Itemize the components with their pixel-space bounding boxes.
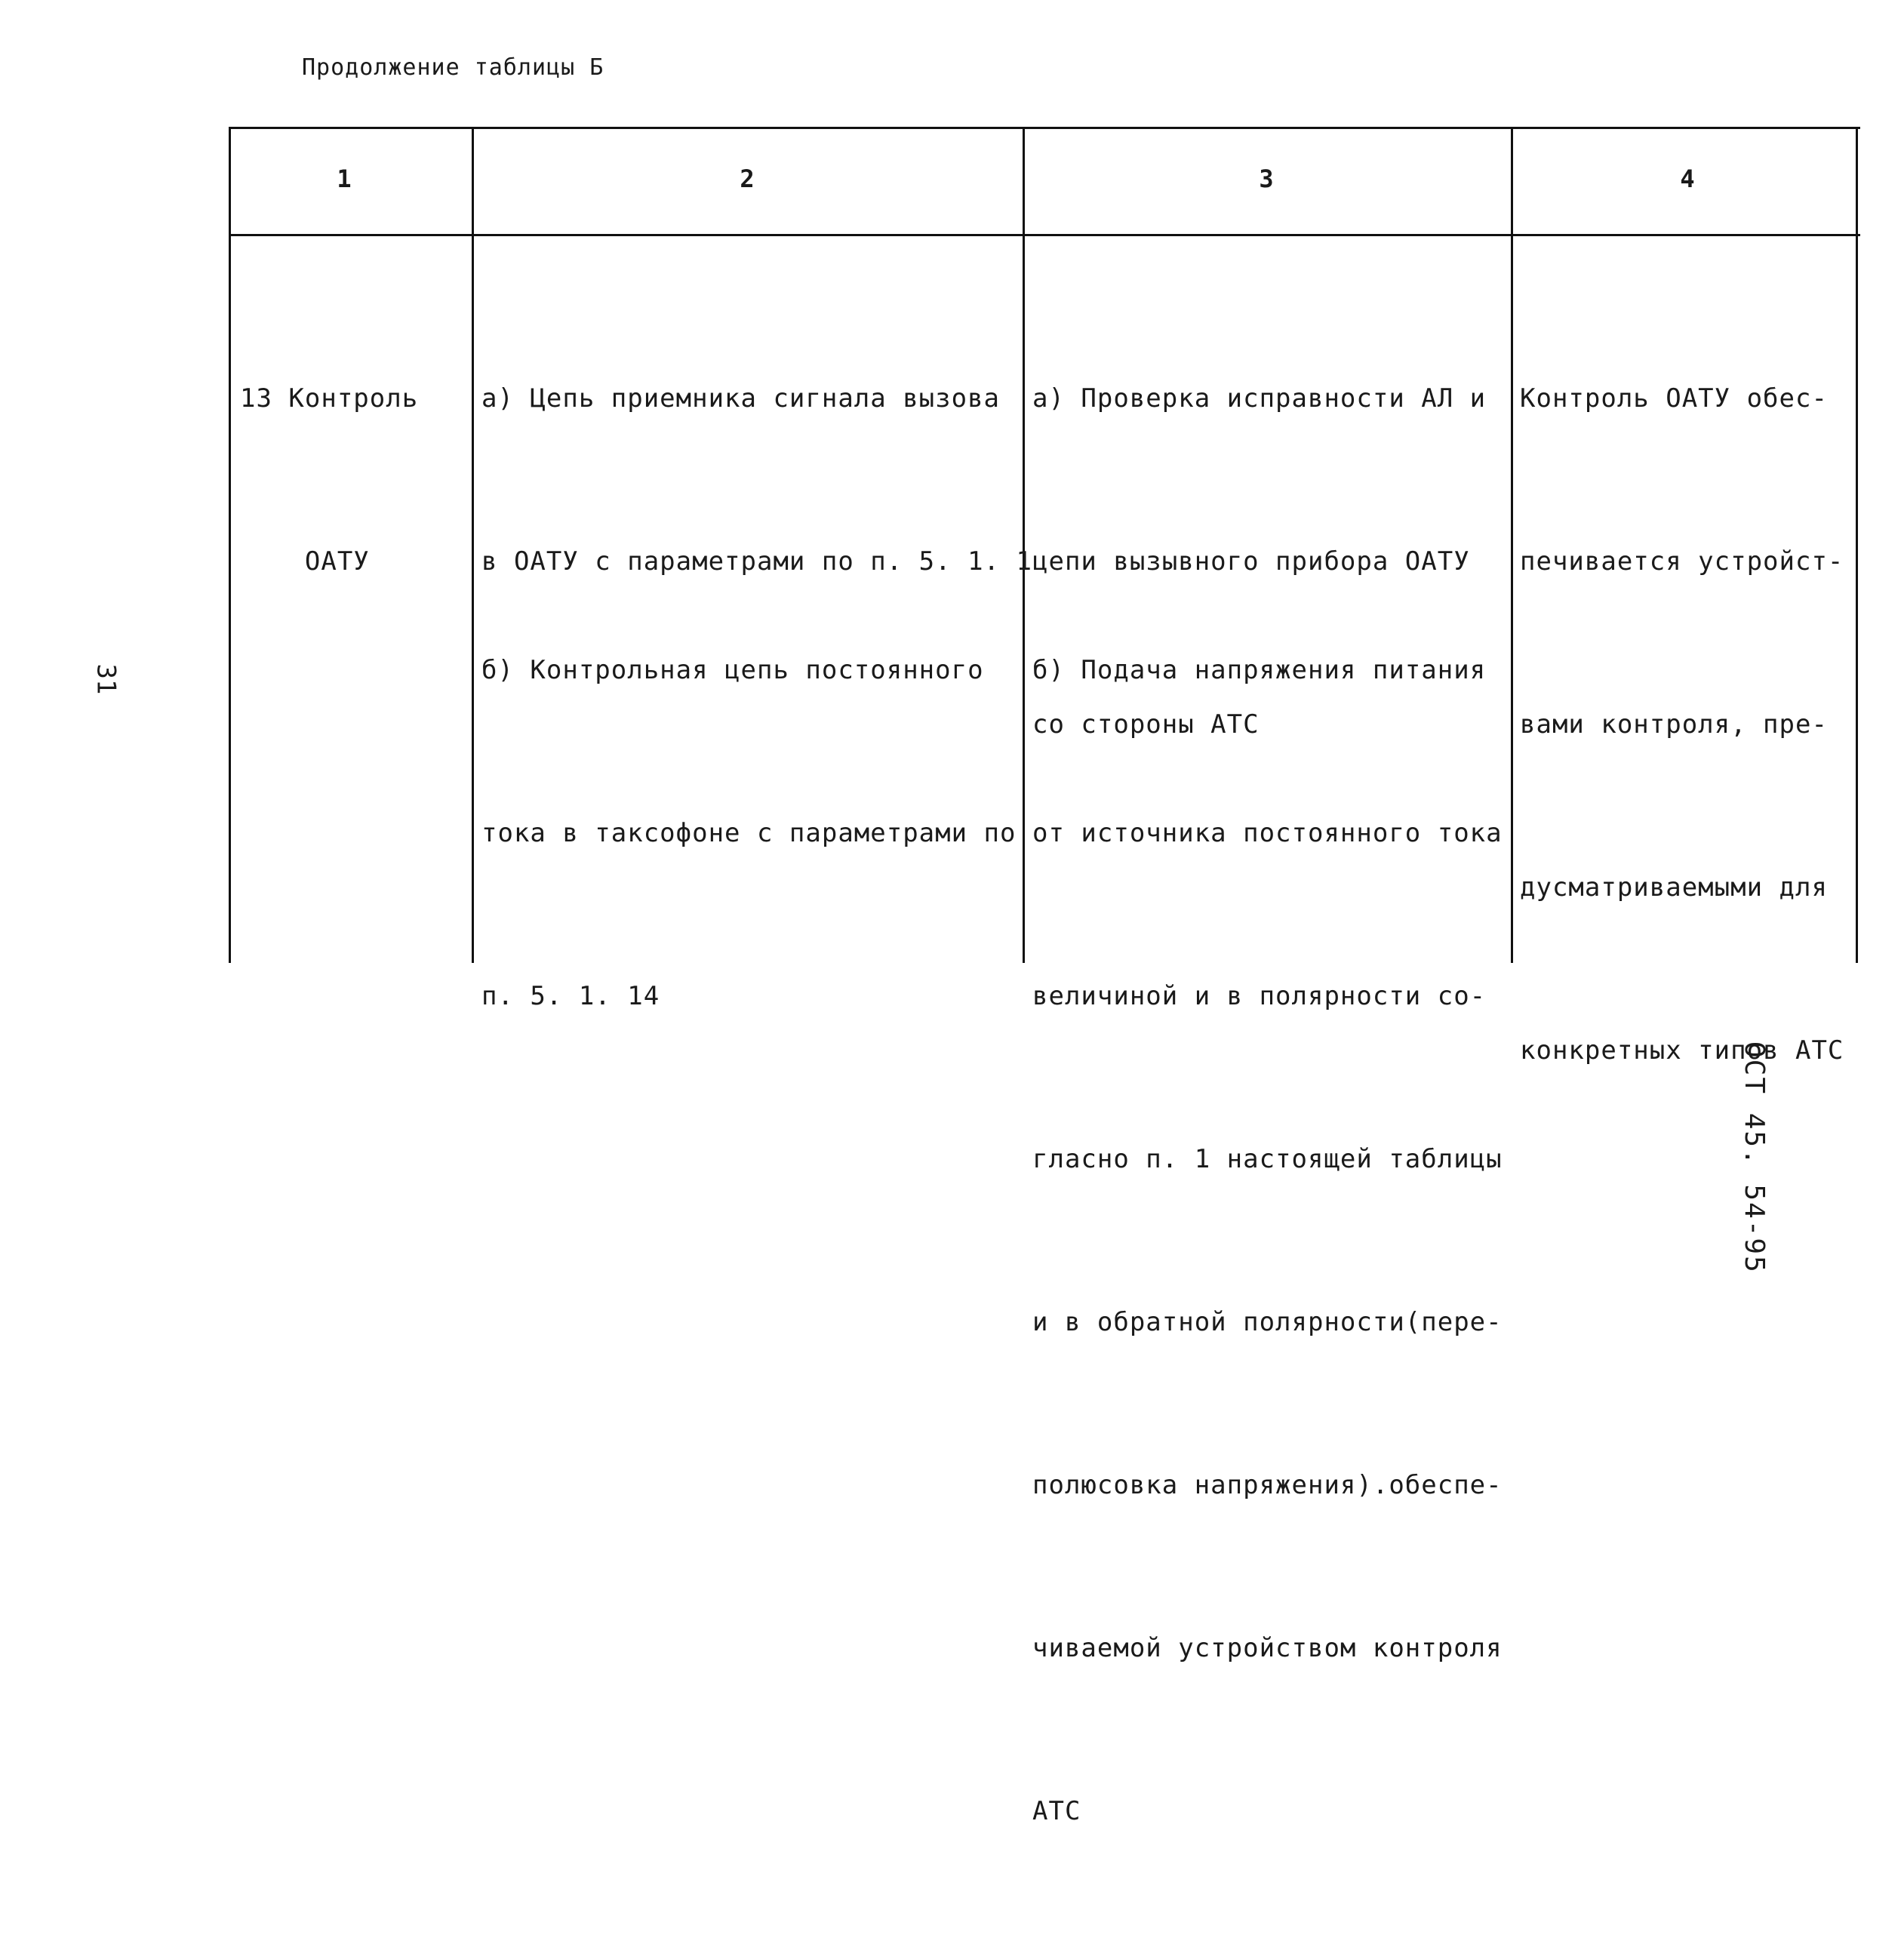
cell-line: ОАТУ [240, 546, 370, 577]
cell-line: а) Проверка исправности АЛ и [1032, 383, 1487, 414]
cell-line: гласно п. 1 настоящей таблицы [1032, 1144, 1503, 1174]
cell-line: и в обратной полярности(пере- [1032, 1307, 1503, 1337]
cell-line: цепи вызывного прибора ОАТУ [1032, 546, 1470, 577]
cell-line: со стороны АТС [1032, 709, 1260, 740]
table-continuation-caption: Продолжение таблицы Б [302, 54, 604, 81]
cell-line: дусматриваемыми для [1520, 872, 1828, 903]
cell-line: тока в таксофоне с параметрами по [481, 818, 1017, 848]
cell-line: 13 Контроль [240, 383, 419, 414]
column-rule-3-4 [1511, 127, 1513, 963]
header-col-3: 3 [1259, 165, 1274, 193]
column-rule-1-2 [472, 127, 474, 963]
cell-line: АТС [1032, 1796, 1081, 1826]
cell-line: Контроль ОАТУ обес- [1520, 383, 1828, 414]
header-col-4: 4 [1680, 165, 1695, 193]
cell-line: б) Контрольная цепь постоянного [481, 655, 984, 685]
cell-line: а) Цепь приемника сигнала вызова [481, 383, 1001, 414]
table-top-rule [230, 127, 1860, 129]
cell-line: печивается устройст- [1520, 546, 1844, 577]
cell-col1 [240, 263, 418, 697]
cell-col3-b [1032, 534, 1503, 1947]
cell-line: чиваемой устройством контроля [1032, 1633, 1503, 1663]
cell-line: п. 5. 1. 14 [481, 981, 660, 1011]
cell-line: величиной и в полярности со- [1032, 981, 1487, 1011]
header-col-1: 1 [337, 165, 352, 193]
cell-col4 [1520, 263, 1844, 1186]
cell-line: от источника постоянного тока [1032, 818, 1503, 848]
cell-line: б) Подача напряжения питания [1032, 655, 1487, 685]
cell-line: конкретных типов АТС [1520, 1035, 1844, 1066]
header-col-2: 2 [740, 165, 755, 193]
cell-line: в ОАТУ с параметрами по п. 5. 1. 1 [481, 546, 1032, 577]
page-number: 31 [91, 663, 121, 695]
cell-line: полюсовка напряжения).обеспе- [1032, 1470, 1503, 1500]
column-rule-right [1856, 127, 1858, 963]
header-bottom-rule [230, 234, 1860, 236]
cell-col2-b [481, 534, 1017, 1132]
document-code: ОСТ 45. 54-95 [1739, 1041, 1770, 1274]
cell-line: вами контроля, пре- [1520, 709, 1828, 740]
column-rule-left [229, 127, 231, 963]
